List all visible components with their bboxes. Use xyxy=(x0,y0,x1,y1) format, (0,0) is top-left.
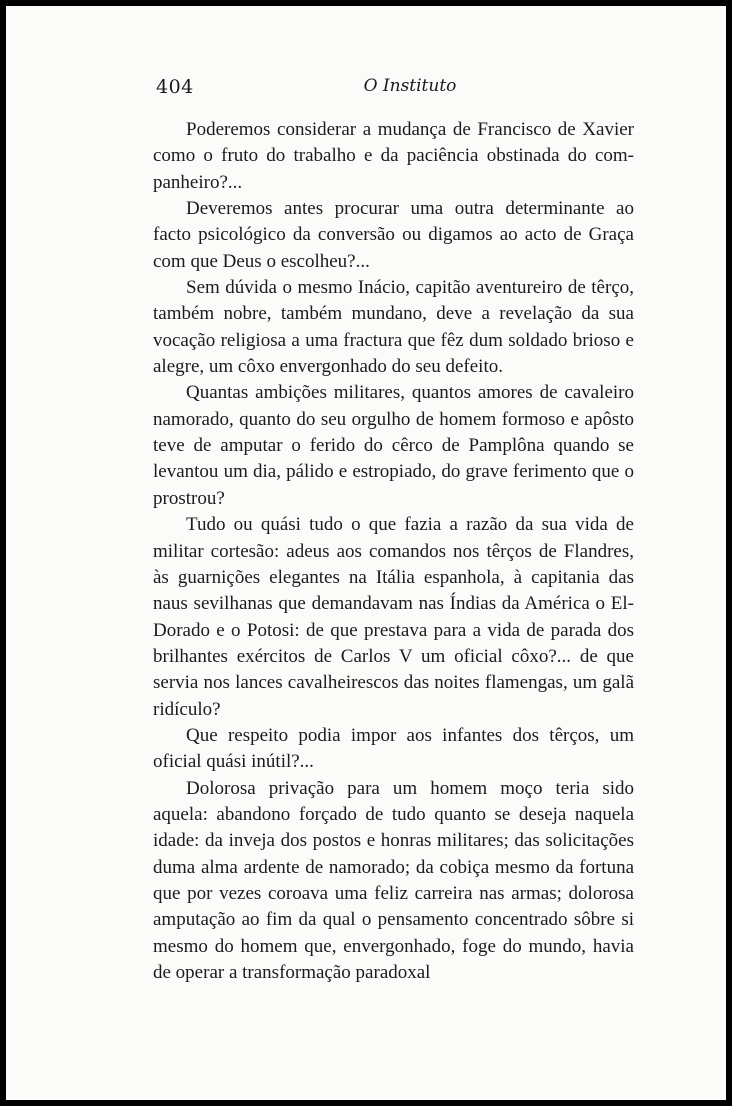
paragraph: Dolorosa privação para um homem moço teria sido aquela: abandono forçado de tudo quanto se deseja naquela idade: da inveja dos postos e honras militares; das solicitações duma alma ardente de namorado; da cobiça mesmo da fortuna que por vezes coroava uma feliz carreira nas armas; dolorosa amputação ao fim da qual o pensamento concentrado sôbre si mesmo do homem que, envergonhado, foge do mundo, havia de operar a transformação paradoxal xyxy=(153,777,634,983)
page-header xyxy=(156,76,634,106)
body-text xyxy=(153,117,634,986)
paragraph: Poderemos considerar a mudança de Francisco de Xavier como o fruto do trabalho e da paciência obstinada do companheiro?... xyxy=(153,119,634,193)
paragraph: Quantas ambições militares, quantos amores de cavaleiro namorado, quanto do seu orgulho de homem formoso e apôsto teve de amputar o ferido do cêrco de Pamplôna quando se levantou um dia, pálido e estropiado, do grave ferimento que o prostrou? xyxy=(153,382,634,509)
book-page xyxy=(6,6,726,1100)
paragraph: Que respeito podia impor aos infantes dos têrços, um oficial quási inútil?... xyxy=(153,724,634,773)
paragraph: Deveremos antes procurar uma outra determinante ao facto psicológico da conversão ou digamos ao acto de Graça com que Deus o escolheu?... xyxy=(153,198,634,272)
running-title: O Instituto xyxy=(363,76,457,96)
paragraph: Tudo ou quási tudo o que fazia a razão da sua vida de militar cortesão: adeus aos comandos nos têrços de Flandres, às guarnições elegantes na Itália espanhola, à capitania das naus sevilhanas que demandavam nas Índias da América o El-Dorado e o Potosi: de que prestava para a vida de parada dos brilhantes exércitos de Carlos V um oficial côxo?... de que servia nos lances cavalheirescos das noites flamengas, um galã ridículo? xyxy=(153,514,634,720)
paragraph: Sem dúvida o mesmo Inácio, capitão aventureiro de têrço, também nobre, também mundano, deve a revelação da sua vocação religiosa a uma fractura que fêz dum soldado brioso e alegre, um côxo envergonhado do seu defeito. xyxy=(153,277,634,378)
page-number: 404 xyxy=(156,76,194,98)
